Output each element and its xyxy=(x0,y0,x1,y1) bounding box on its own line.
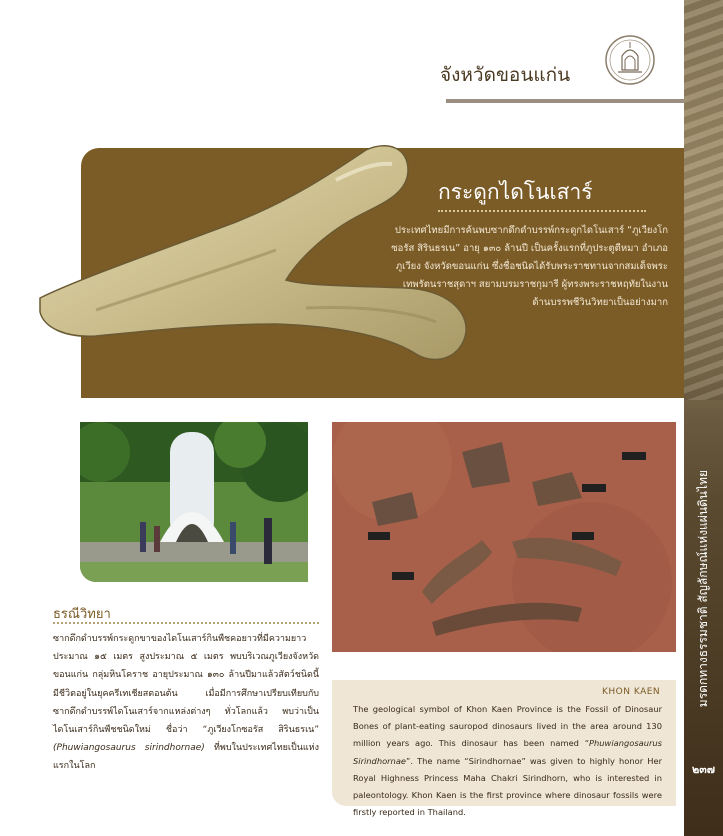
dinosaur-description: ประเทศไทยมีการค้นพบซากดึกดำบรรพ์กระดูกไดโนเสาร์ “ภูเวียงโกซอรัส สิรินธรเน” อายุ ๑๓๐ ล้านปี เป็นครั้งแรกที่ภูประตูตีหมา อำเภอภูเวียง จังหวัดขอนแก่น ซึ่งชื่อชนิดได้รับพระราชทานจากสมเด็จพระเทพรัตนราชสุดาฯ สยามบรมราชกุมารี ผู้ทรงพระราชหฤทัยในงานด้านบรรพชีวินวิทยาเป็นอย่างมาก xyxy=(391,225,668,308)
dinosaur-title: กระดูกไดโนเสาร์ xyxy=(438,180,593,204)
header-rule xyxy=(446,99,684,103)
geology-description xyxy=(53,630,319,776)
dinosaur-title-rule xyxy=(438,210,646,212)
english-scientific-name: Phuwiangosaurus Sirindhornae xyxy=(353,738,662,766)
geology-scientific-name: (Phuwiangosaurus sirindhornae) xyxy=(53,743,205,754)
english-description xyxy=(353,701,662,821)
geology-heading: ธรณีวิทยา xyxy=(53,607,111,622)
province-seal-icon xyxy=(604,34,656,86)
geology-heading-rule xyxy=(53,622,319,624)
province-title: จังหวัดขอนแก่น xyxy=(440,64,571,86)
fossil-excavation-photo xyxy=(332,422,676,652)
museum-tower-photo xyxy=(80,422,308,582)
english-text-1: The geological symbol of Khon Kaen Province is the Fossil of Dinosaur Bones of plant-eating sauropod dinosaurs lived in the area around 130 million years ago. This dinosaur has been named “ xyxy=(353,704,662,749)
page-number: ๒๓๗ xyxy=(691,763,716,776)
side-book-title xyxy=(686,470,720,730)
geology-text-1: ซากดึกดำบรรพ์กระดูกขาของไดโนเสาร์กินพืชคอยาวที่มีความยาวประมาณ ๑๕ เมตร สูงประมาณ ๕ เมตร พบบริเวณภูเวียงจังหวัดขอนแก่น กลุ่มหินโคราช อายุประมาณ ๑๓๐ ล้านปีมาแล้วสัตว์ชนิดนี้มีชีวิตอยู่ในยุคครีเทเชียสตอนต้น เมื่อมีการศึกษาเปรียบเทียบกับซากดึกดำบรรพ์ไดโนเสาร์จากแหล่งต่างๆ ทั่วโลกแล้ว พบว่าเป็นไดโนเสาร์กินพืชชนิดใหม่ ชื่อว่า “ภูเวียงโกซอรัส สิรินธรเน” xyxy=(53,634,319,736)
side-stone-texture xyxy=(684,0,723,400)
english-text-2: ”. The name “Sirindhornae” was given to highly honor Her Royal Highness Princess Maha Chakri Sirindhorn, who is interested in paleontology. Khon Kaen is the first province where dinosaur fossils were firstly reported in Thailand. xyxy=(353,755,662,818)
geology-text-2: ที่พบในประเทศไทยเป็นแห่งแรกในโลก xyxy=(53,743,319,772)
english-heading: KHON KAEN xyxy=(602,687,661,697)
side-book-title-text: มรดกทางธรรมชาติ สัญลักษณ์แห่งแผ่นดินไทย xyxy=(696,470,710,708)
